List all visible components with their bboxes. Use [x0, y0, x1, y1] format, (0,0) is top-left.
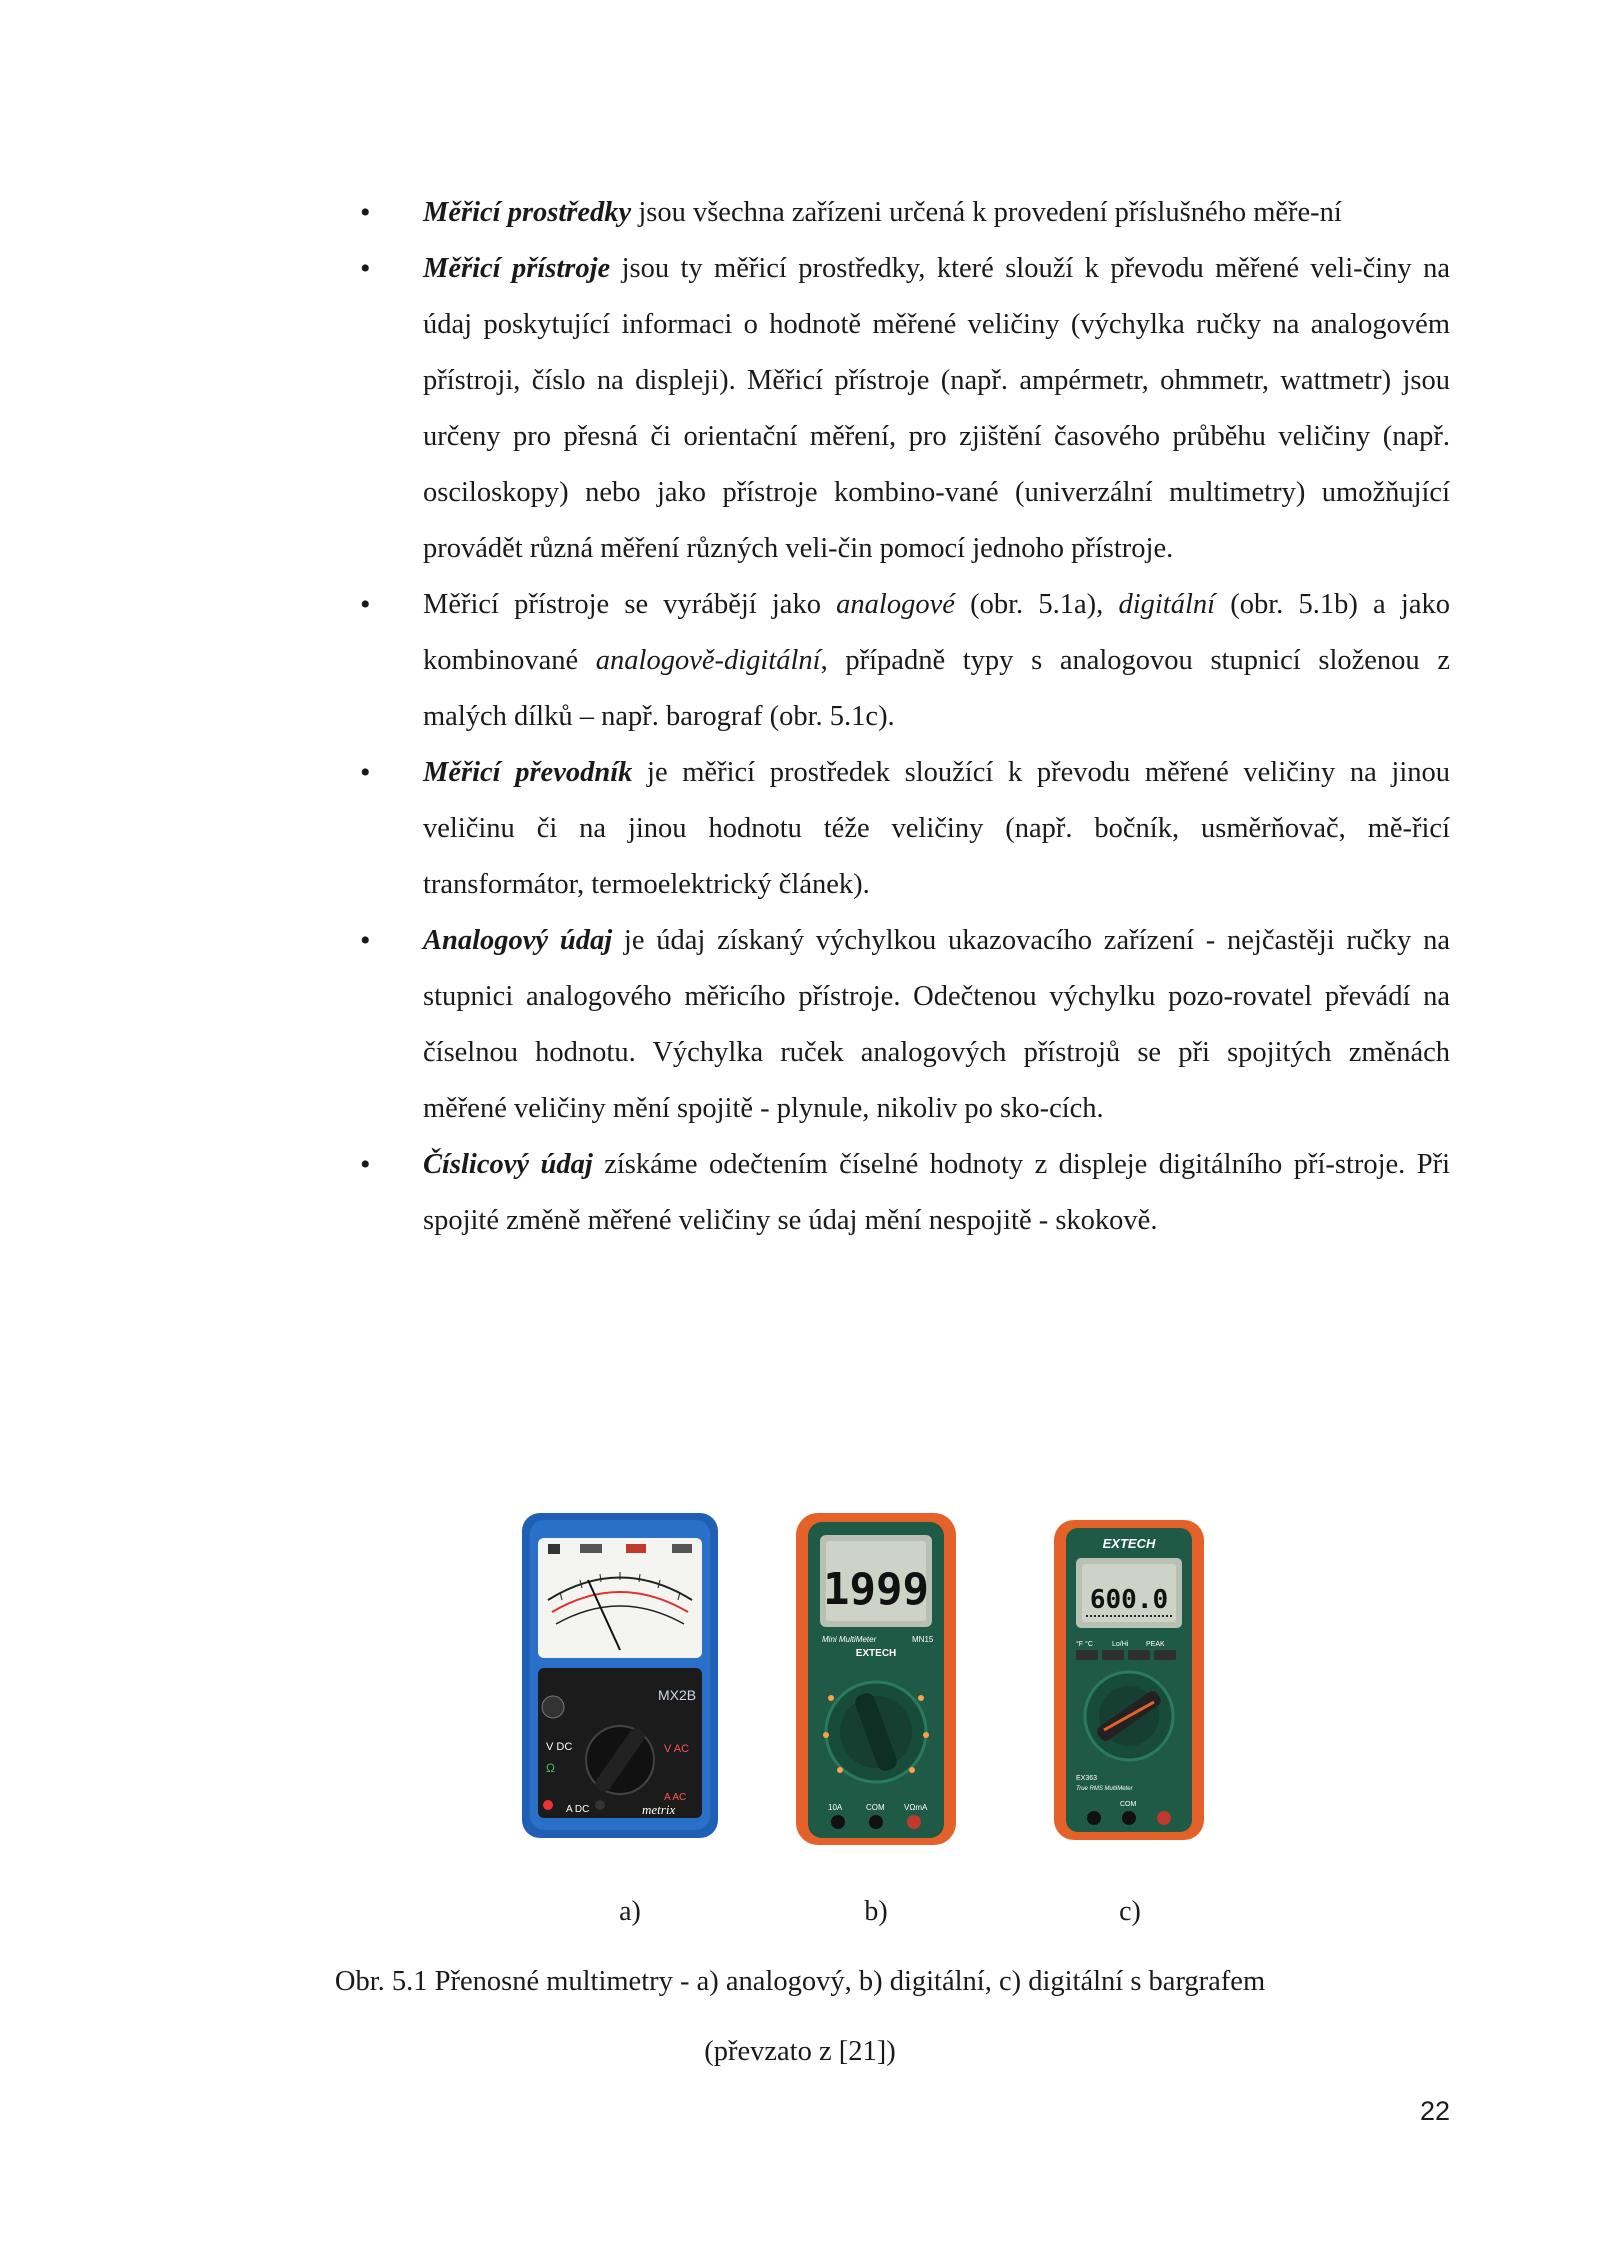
svg-text:10A: 10A — [828, 1803, 843, 1812]
text-run: je měřicí prostředek sloužící k převodu měřené veličiny na jinou veličinu či na jinou hodnotu téže veličiny (např. bočník, usměrňovač, mě-řicí transformátor, termoelektrický článek). — [423, 757, 1450, 900]
sub-label-c: c) — [1119, 1896, 1141, 1927]
text-run: je údaj získaný výchylkou ukazovacího zařízení - nejčastěji ručky na stupnici analogového měřicího přístroje. Odečtenou výchylku pozo-rovatel převádí na číselnou hodnotu. Výchylka ruček analogových přístrojů se při spojitých změnách měřené veličiny mění spojitě - plynule, nikoliv po sko-cích. — [423, 925, 1450, 1124]
text-run: jsou všechna zařízeni určená k provedení příslušného měře-ní — [631, 197, 1342, 228]
figure-caption-source: (převzato z [21]) — [704, 2036, 896, 2067]
term: Měřicí převodník — [423, 757, 633, 788]
term: Analogový údaj — [423, 925, 613, 956]
text-run: , případně typy s analogovou stupnicí složenou z malých dílků – např. barograf (obr. 5.1c). — [423, 645, 1450, 732]
svg-text:A AC: A AC — [664, 1792, 687, 1803]
device-c-digital-multimeter-bargraph — [1054, 1520, 1204, 1840]
svg-text:V AC: V AC — [664, 1743, 690, 1755]
svg-text:COM: COM — [866, 1803, 885, 1812]
svg-text:COM: COM — [1120, 1801, 1137, 1808]
emphasis: analogové — [836, 589, 955, 620]
emphasis: analogově-digitální — [595, 645, 821, 676]
device-a-model: MX2B — [658, 1687, 697, 1703]
svg-text:Lo/Hi: Lo/Hi — [1112, 1641, 1129, 1648]
svg-text:°F °C: °F °C — [1076, 1641, 1093, 1648]
device-a-brand: metrix — [642, 1802, 676, 1817]
svg-text:VΩmA: VΩmA — [904, 1803, 928, 1812]
device-c-brand: EXTECH — [1102, 1536, 1156, 1551]
sub-label-a: a) — [619, 1896, 641, 1927]
device-c-display: 600.0 — [1089, 1585, 1169, 1615]
text-run: (obr. 5.1a), — [954, 589, 1119, 620]
term: Měřicí prostředky — [423, 197, 632, 228]
svg-text:PEAK: PEAK — [1146, 1641, 1165, 1648]
device-b-digital-multimeter — [796, 1513, 956, 1845]
device-b-display: 1999 — [823, 1564, 929, 1615]
sub-label-b: b) — [864, 1896, 888, 1927]
svg-text:A DC: A DC — [566, 1804, 590, 1815]
svg-text:Ω: Ω — [546, 1761, 555, 1775]
svg-text:V DC: V DC — [546, 1741, 573, 1753]
svg-text:MN15: MN15 — [912, 1635, 934, 1644]
text-run: (obr. 5.1b) a jako kombinované — [423, 589, 1450, 676]
text-run: Měřicí přístroje se vyrábějí jako — [423, 589, 837, 620]
emphasis: digitální — [1118, 589, 1216, 620]
svg-text:Mini MultiMeter: Mini MultiMeter — [822, 1635, 877, 1644]
page-number: 22 — [1419, 2096, 1450, 2126]
svg-text:EX363: EX363 — [1076, 1775, 1098, 1782]
figure-caption: Obr. 5.1 Přenosné multimetry - a) analogový, b) digitální, c) digitální s bargrafem — [334, 1966, 1266, 1997]
device-a-analog-multimeter — [522, 1513, 718, 1838]
svg-text:True RMS MultiMeter: True RMS MultiMeter — [1076, 1786, 1133, 1792]
text-run: získáme odečtením číselné hodnoty z displeje digitálního pří-stroje. Při spojité změně měřené veličiny se údaj mění nespojitě - skokově. — [423, 1149, 1450, 1236]
device-b-brand: EXTECH — [855, 1648, 897, 1659]
term: Číslicový údaj — [423, 1149, 593, 1180]
text-run: jsou ty měřicí prostředky, které slouží k převodu měřené veli-činy na údaj poskytující informaci o hodnotě měřené veličiny (výchylka ručky na analogovém přístroji, číslo na displeji). Měřicí přístroje (např. ampérmetr, ohmmetr, wattmetr) jsou určeny pro přesná či orientační měření, pro zjištění časového průběhu veličiny (např. osciloskopy) nebo jako přístroje kombino-vané (univerzální multimetry) umožňující provádět různá měření různých veli-čin pomocí jednoho přístroje. — [423, 253, 1450, 564]
term: Měřicí přístroje — [423, 253, 611, 284]
